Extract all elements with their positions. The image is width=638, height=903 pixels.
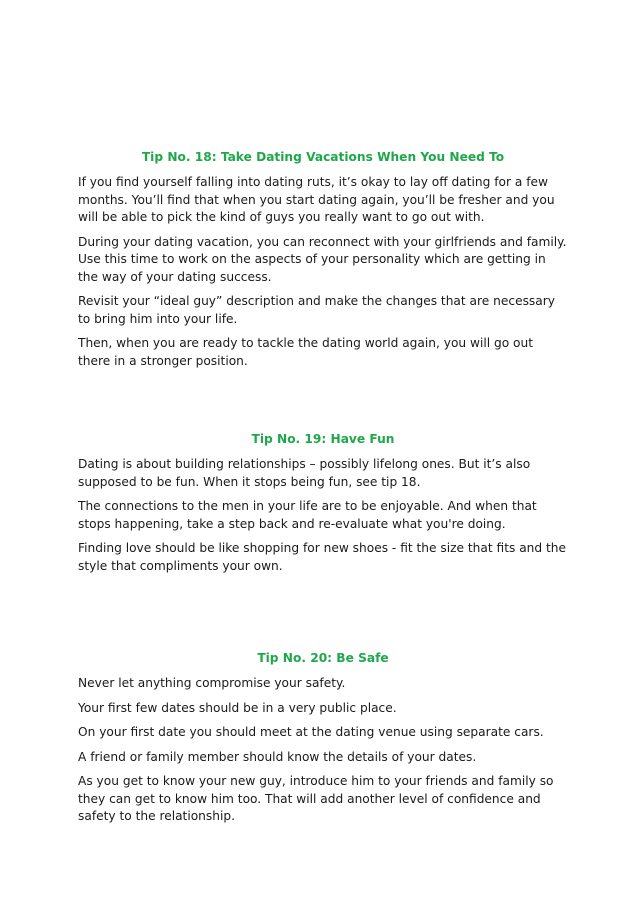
tip-19-heading: Tip No. 19: Have Fun: [251, 432, 395, 446]
tip-20-paragraph-4: A friend or family member should know the details of your dates.: [78, 749, 477, 764]
tip-18-heading: Tip No. 18: Take Dating Vacations When You Need To: [141, 150, 505, 164]
tip-19-section: [78, 430, 568, 582]
tip-18-section: [78, 148, 568, 377]
tip-20-heading: Tip No. 20: Be Safe: [257, 651, 389, 665]
tip-19-paragraph-2: The connections to the men in your life are to be enjoyable. And when that stops happening, take a step back and re-evaluate what you're doing.: [78, 499, 537, 531]
tip-20-paragraph-2: Your first few dates should be in a very public place.: [78, 700, 397, 715]
tip-18-paragraph-1: If you find yourself falling into dating ruts, it’s okay to lay off dating for a few months. You’ll find that when you start dating again, you’ll be fresher and you will be able to pick the kind of guys you really want to go out with.: [78, 175, 555, 224]
tip-18-paragraph-2: During your dating vacation, you can reconnect with your girlfriends and family. Use this time to work on the aspects of your personality which are getting in the way of your dating success.: [78, 234, 567, 284]
tip-20-paragraph-5: As you get to know your new guy, introduce him to your friends and family so they can get to know him too. That will add another level of confidence and safety to the relationship.: [78, 774, 554, 823]
tip-18-paragraph-3: Revisit your “ideal guy” description and make the changes that are necessary to bring him into your life.: [78, 294, 555, 326]
tip-19-paragraph-1: Dating is about building relationships – possibly lifelong ones. But it’s also supposed to be fun. When it stops being fun, see tip 18.: [78, 457, 531, 489]
tip-20-paragraph-3: On your first date you should meet at the dating venue using separate cars.: [78, 725, 544, 739]
tip-20-paragraph-1: Never let anything compromise your safety.: [78, 676, 346, 690]
tip-18-paragraph-4: Then, when you are ready to tackle the dating world again, you will go out there in a stronger position.: [78, 336, 534, 368]
tip-19-paragraph-3: Finding love should be like shopping for new shoes - fit the size that fits and the style that compliments your own.: [78, 541, 567, 573]
tip-20-section: [78, 649, 568, 833]
